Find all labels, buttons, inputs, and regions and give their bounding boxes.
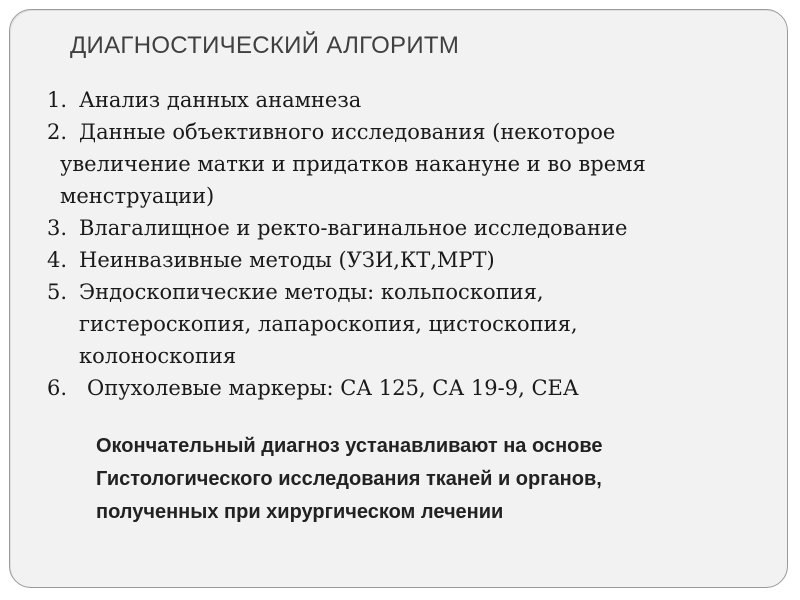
list-item	[47, 244, 767, 276]
list-item-number: 5.	[47, 280, 68, 304]
list-item-number: 6.	[47, 376, 68, 400]
list-item-number: 4.	[47, 248, 68, 272]
list-item-text-continuation: гистероскопия, лапароскопия, цистоскопия,	[79, 312, 578, 336]
list-item-text: Влагалищное и ректо-вагинальное исследование	[79, 216, 628, 240]
list-item	[47, 116, 767, 212]
slide-title: ДИАГНОСТИЧЕСКИЙ АЛГОРИТМ	[70, 32, 460, 59]
list-item-number: 2.	[47, 120, 68, 144]
list-item-text: Данные объективного исследования (некоторое	[79, 120, 616, 144]
conclusion-text	[96, 430, 736, 529]
list-item-text: Неинвазивные методы (УЗИ,КТ,МРТ)	[79, 248, 495, 272]
conclusion-line: полученных при хирургическом лечении	[96, 501, 504, 523]
list-item-number: 1.	[47, 88, 68, 112]
conclusion-line: Гистологического исследования тканей и органов,	[96, 468, 602, 490]
list-item-text: Опухолевые маркеры: СА 125, СА 19-9, СЕА	[87, 376, 579, 400]
list-item	[47, 84, 767, 116]
list-item-text-continuation: менструации)	[60, 184, 215, 208]
diagnostic-steps-list	[47, 84, 767, 404]
list-item	[47, 212, 767, 244]
list-item	[47, 276, 767, 372]
list-item-text-continuation: увеличение матки и придатков накануне и во время	[60, 152, 646, 176]
list-item-text: Анализ данных анамнеза	[79, 88, 362, 112]
list-item-number: 3.	[47, 216, 68, 240]
list-item	[47, 372, 767, 404]
conclusion-line: Окончательный диагноз устанавливают на основе	[96, 435, 603, 457]
list-item-text: Эндоскопические методы: кольпоскопия,	[79, 280, 544, 304]
list-item-text-continuation: колоноскопия	[79, 344, 237, 368]
